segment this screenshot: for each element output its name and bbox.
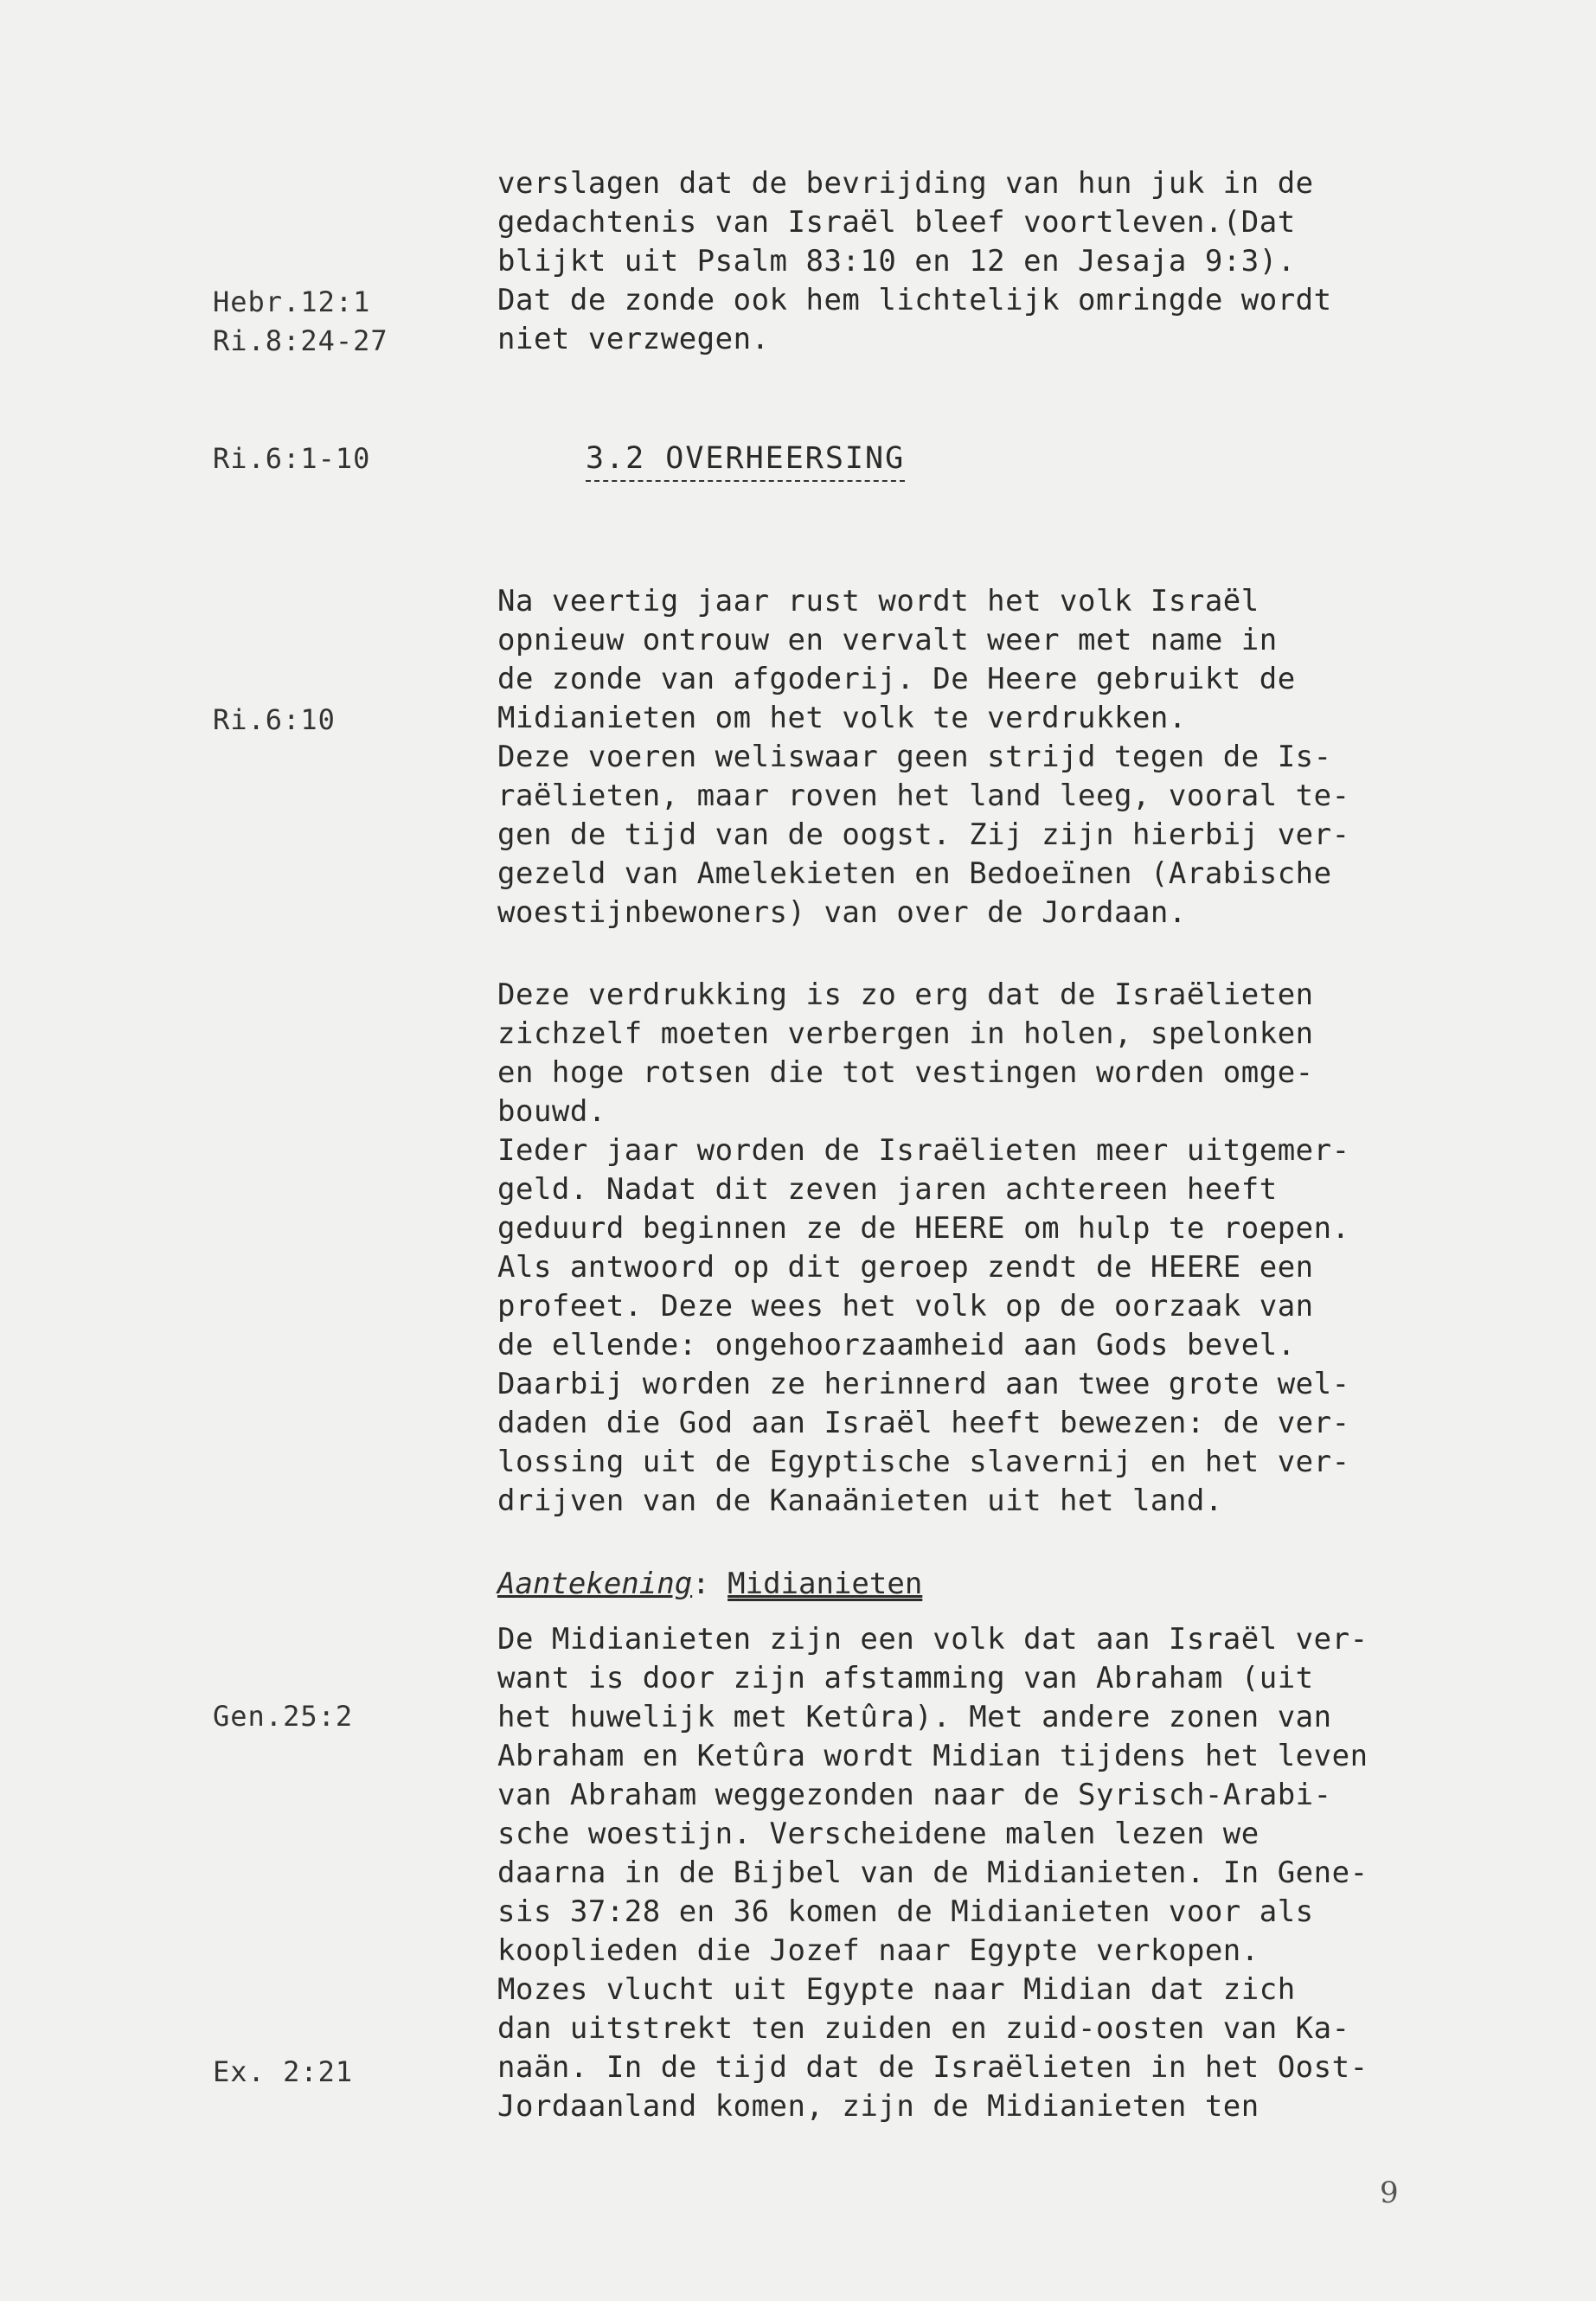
intro-paragraph: verslagen dat de bevrijding van hun juk in de gedachtenis van Israël bleef voortleven.(Dat blijkt uit Psalm 83:10 en 12 en Jesaja 9:3). Dat de zonde ook hem lichtelijk omringde wordt niet verzwegen.	[497, 166, 1332, 356]
note-separator: :	[692, 1567, 728, 1601]
margin-ref-ri8: Ri.8:24-27	[213, 324, 388, 357]
margin-ref-ex: Ex. 2:21	[213, 2055, 354, 2088]
margin-ref-ri6-1: Ri.6:1-10	[213, 442, 371, 475]
page-number: 9	[1380, 2176, 1399, 2210]
section-heading: 3.2 OVERHEERSING	[586, 439, 905, 482]
paragraph-1: Na veertig jaar rust wordt het volk Israël opnieuw ontrouw en vervalt weer met name in de zonde van afgoderij. De Heere gebruikt de Midianieten om het volk te verdrukken. Deze voeren weliswaar geen strijd tegen de Is- raëlieten, maar roven het land leeg, vooral te- gen de tijd van de oogst. Zij zijn hierbij ver- gezeld van Amelekieten en Bedoeïnen (Arabische woestijnbewoners) van over de Jordaan.	[497, 584, 1350, 930]
margin-ref-hebr: Hebr.12:1	[213, 285, 371, 318]
margin-ref-gen: Gen.25:2	[213, 1700, 354, 1733]
margin-ref-ri6-10: Ri.6:10	[213, 703, 336, 736]
note-heading	[497, 1565, 922, 1604]
paragraph-3: De Midianieten zijn een volk dat aan Israël ver- want is door zijn afstamming van Abraham (uit het huwelijk met Ketûra). Met andere zonen van Abraham en Ketûra wordt Midian tijdens het leven van Abraham weggezonden naar de Syrisch-Arabi- sche woestijn. Verscheidene malen lezen we daarna in de Bijbel van de Midianieten. In Gene- sis 37:28 en 36 komen de Midianieten voor als kooplieden die Jozef naar Egypte verkopen. Mozes vlucht uit Egypte naar Midian dat zich dan uitstrekt ten zuiden en zuid-oosten van Ka- naän. In de tijd dat de Israëlieten in het Oost- Jordaanland komen, zijn de Midianieten ten	[497, 1622, 1368, 2124]
note-title: Midianieten	[727, 1567, 923, 1601]
note-label: Aantekening	[497, 1567, 693, 1601]
paragraph-2: Deze verdrukking is zo erg dat de Israëlieten zichzelf moeten verbergen in holen, spelonken en hoge rotsen die tot vestingen worden omge- bouwd. Ieder jaar worden de Israëlieten meer uitgemer- geld. Nadat dit zeven jaren achtereen heeft geduurd beginnen ze de HEERE om hulp te roepen. Als antwoord op dit geroep zendt de HEERE een profeet. Deze wees het volk op de oorzaak van de ellende: ongehoorzaamheid aan Gods bevel. Daarbij worden ze herinnerd aan twee grote wel- daden die God aan Israël heeft bewezen: de ver- lossing uit de Egyptische slavernij en het ver- drijven van de Kanaänieten uit het land.	[497, 977, 1350, 1518]
